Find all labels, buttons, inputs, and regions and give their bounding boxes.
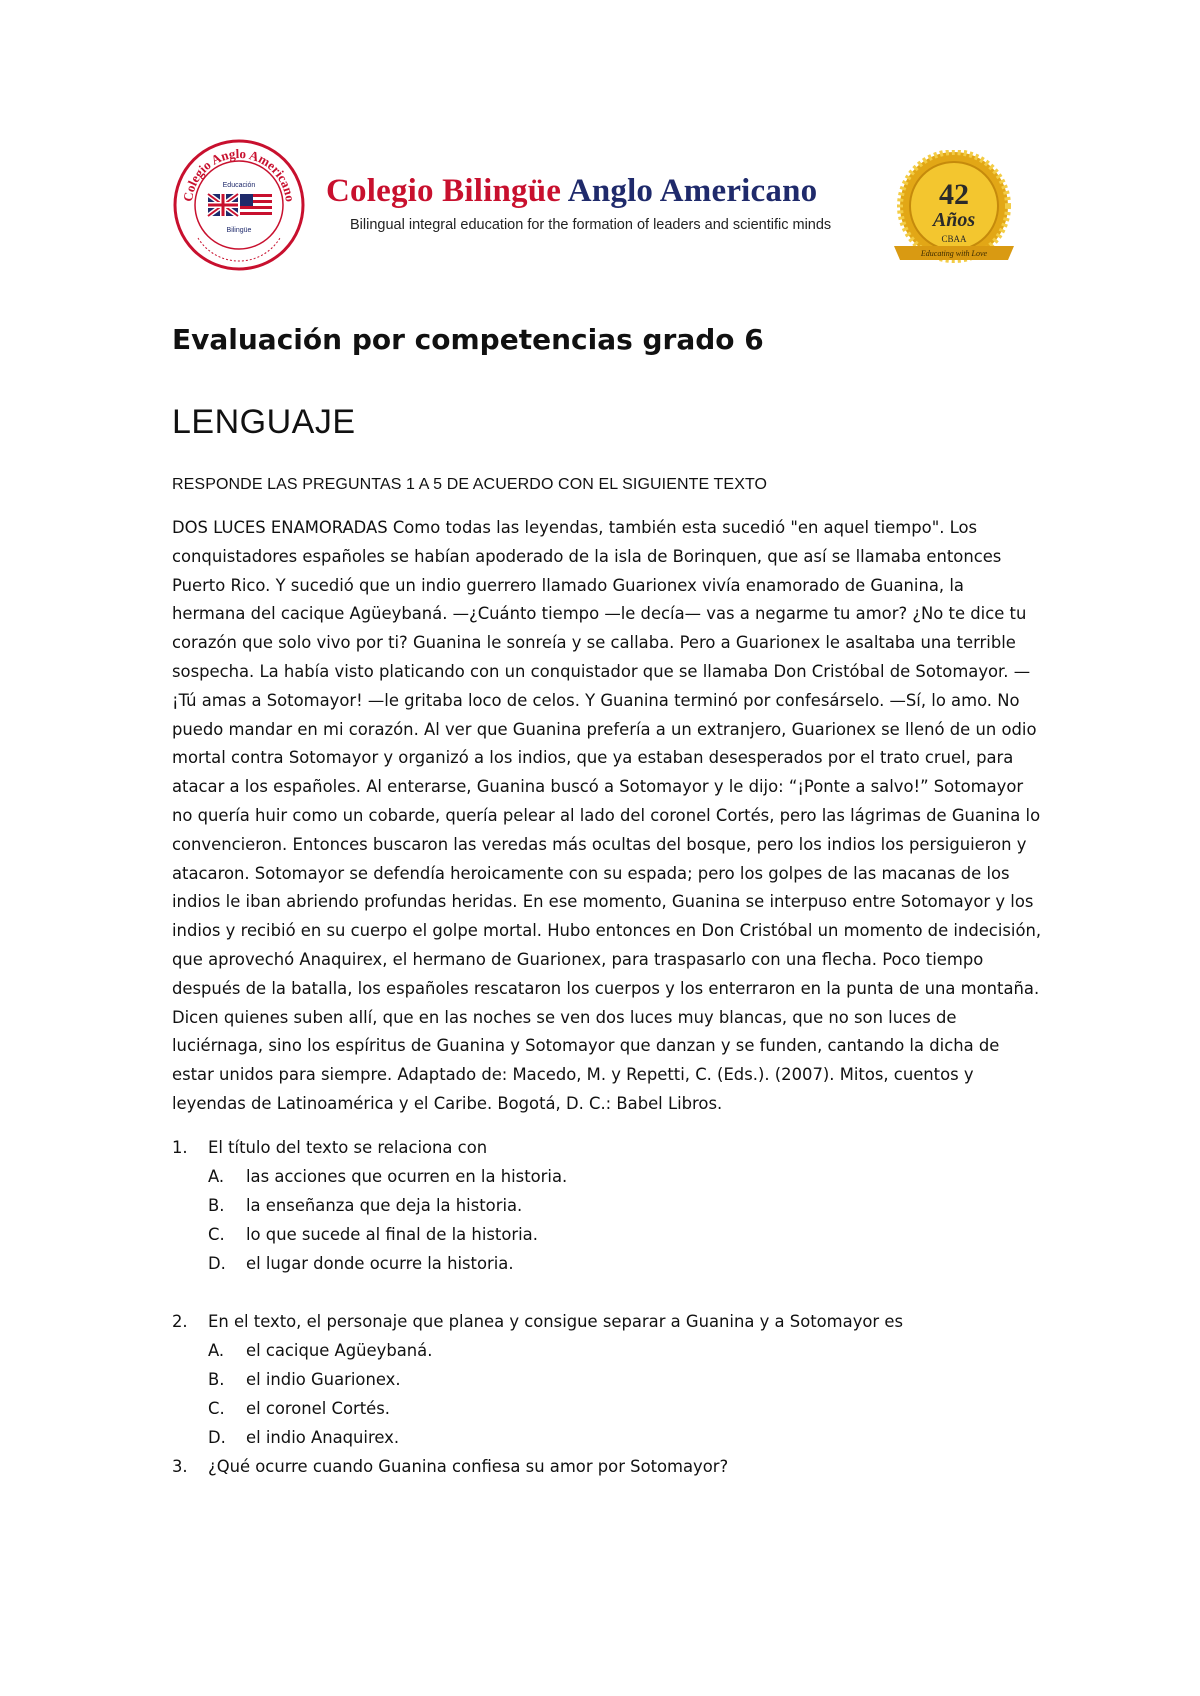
anniversary-medal-icon xyxy=(890,150,1018,274)
question-text: En el texto, el personaje que planea y consigue separar a Guanina y a Sotomayor es xyxy=(208,1311,903,1331)
option-text: el indio Guarionex. xyxy=(246,1369,401,1389)
question-number: 1. xyxy=(172,1137,188,1157)
medal-initials: CBAA xyxy=(941,234,967,244)
option-text: el cacique Agüeybaná. xyxy=(246,1340,433,1360)
seal-bottom-text: Bilingüe xyxy=(226,227,252,234)
uk-flag-icon xyxy=(208,194,238,216)
answer-option xyxy=(208,1423,1042,1452)
reading-passage: DOS LUCES ENAMORADAS Como todas las leyendas, también esta sucedió "en aquel tiempo". Los conquistadores españoles se habían apoderado de la isla de Borinquen, que así se llamaba entonces Puerto Rico. Y sucedió que un indio guerrero llamado Guarionex vivía enamorado de Guanina, la hermana del cacique Agüeybaná. —¿Cuánto tiempo —le decía— vas a negarme tu amor? ¿No te dice tu corazón que solo vivo por ti? Guanina le sonreía y se callaba. Pero a Guarionex le asaltaba una terrible sospecha. La había visto platicando con un conquistador que se llamaba Don Cristóbal de Sotomayor. —¡Tú amas a Sotomayor! —le gritaba loco de celos. Y Guanina terminó por confesárselo. —Sí, lo amo. No puedo mandar en mi corazón. Al ver que Guanina prefería a un extranjero, Guarionex se llenó de un odio mortal contra Sotomayor y organizó a los indios, que ya estaban desesperados por el trato cruel, para atacar a los españoles. Al enterarse, Guanina buscó a Sotomayor y le dijo: “¡Ponte a salvo!” Sotomayor no quería huir como un cobarde, quería pelear al lado del coronel Cortés, pero las lágrimas de Guanina lo convencieron. Entonces buscaron las veredas más ocultas del bosque, pero los indios los persiguieron y atacaron. Sotomayor se defendía heroicamente con su espada; pero los golpes de las macanas de los indios le iban abriendo profundas heridas. En ese momento, Guanina se interpuso entre Sotomayor y los indios y recibió en su cuerpo el golpe mortal. Hubo entonces en Don Cristóbal un momento de indecisión, que aprovechó Anaquirex, el hermano de Guarionex, para traspasarlo con una flecha. Poco tiempo después de la batalla, los españoles rescataron los cuerpos y los enterraron en la punta de una montaña. Dicen quienes suben allí, que en las noches se ven dos luces muy blancas, que no son luces de luciérnaga, sino los espíritus de Guanina y Sotomayor que danzan y se funden, cantando la dicha de estar unidos para siempre. Adaptado de: Macedo, M. y Repetti, C. (Eds.). (2007). Mitos, cuentos y leyendas de Latinoamérica y el Caribe. Bogotá, D. C.: Babel Libros. xyxy=(172,518,1042,1113)
option-text: el lugar donde ocurre la historia. xyxy=(246,1253,514,1273)
answer-option xyxy=(208,1336,1042,1365)
question-1 xyxy=(172,1133,1042,1278)
question-2 xyxy=(172,1307,1042,1452)
question-number: 3. xyxy=(172,1456,188,1476)
option-text: el indio Anaquirex. xyxy=(246,1427,400,1447)
answer-option xyxy=(208,1162,1042,1191)
question-text: ¿Qué ocurre cuando Guanina confiesa su amor por Sotomayor? xyxy=(208,1456,729,1476)
option-letter: D. xyxy=(208,1427,226,1447)
answer-option xyxy=(208,1220,1042,1249)
answer-option xyxy=(208,1365,1042,1394)
answer-option xyxy=(208,1249,1042,1278)
medal-word: Años xyxy=(932,209,976,231)
medal-ribbon-text: Educating with Love xyxy=(920,249,988,258)
school-header xyxy=(172,138,1032,276)
instruction-text: RESPONDE LAS PREGUNTAS 1 A 5 DE ACUERDO CON EL SIGUIENTE TEXTO xyxy=(172,476,768,493)
option-letter: A. xyxy=(208,1166,225,1186)
option-text: el coronel Cortés. xyxy=(246,1398,391,1418)
school-tagline: Bilingual integral education for the formation of leaders and scientific minds xyxy=(350,217,832,233)
school-name-part2: Anglo Americano xyxy=(567,173,818,209)
answer-options xyxy=(208,1162,1042,1278)
option-letter: D. xyxy=(208,1253,226,1273)
option-text: lo que sucede al final de la historia. xyxy=(246,1224,538,1244)
answer-option xyxy=(208,1191,1042,1220)
document-body xyxy=(172,320,1042,1481)
answer-option xyxy=(208,1394,1042,1423)
option-text: la enseñanza que deja la historia. xyxy=(246,1195,523,1215)
seal-inner-text: Educación xyxy=(222,182,256,189)
option-letter: A. xyxy=(208,1340,225,1360)
question-text: El título del texto se relaciona con xyxy=(208,1137,488,1157)
question-number: 2. xyxy=(172,1311,188,1331)
seal-ring-text: Colegio Anglo Americano xyxy=(180,145,298,203)
medal-number: 42 xyxy=(939,178,969,211)
school-name xyxy=(326,172,886,210)
answer-options xyxy=(208,1336,1042,1452)
document-title: Evaluación por competencias grado 6 xyxy=(172,323,764,356)
option-letter: B. xyxy=(208,1369,225,1389)
option-letter: C. xyxy=(208,1224,225,1244)
option-text: las acciones que ocurren en la historia. xyxy=(246,1166,568,1186)
subject-heading: LENGUAJE xyxy=(172,403,356,441)
school-seal-logo xyxy=(172,138,306,272)
question-list xyxy=(172,1133,1042,1481)
question-3 xyxy=(172,1452,1042,1481)
school-name-part1: Colegio Bilingüe xyxy=(326,173,562,209)
us-flag-icon xyxy=(240,194,272,216)
school-brand xyxy=(326,172,886,233)
option-letter: C. xyxy=(208,1398,225,1418)
option-letter: B. xyxy=(208,1195,225,1215)
